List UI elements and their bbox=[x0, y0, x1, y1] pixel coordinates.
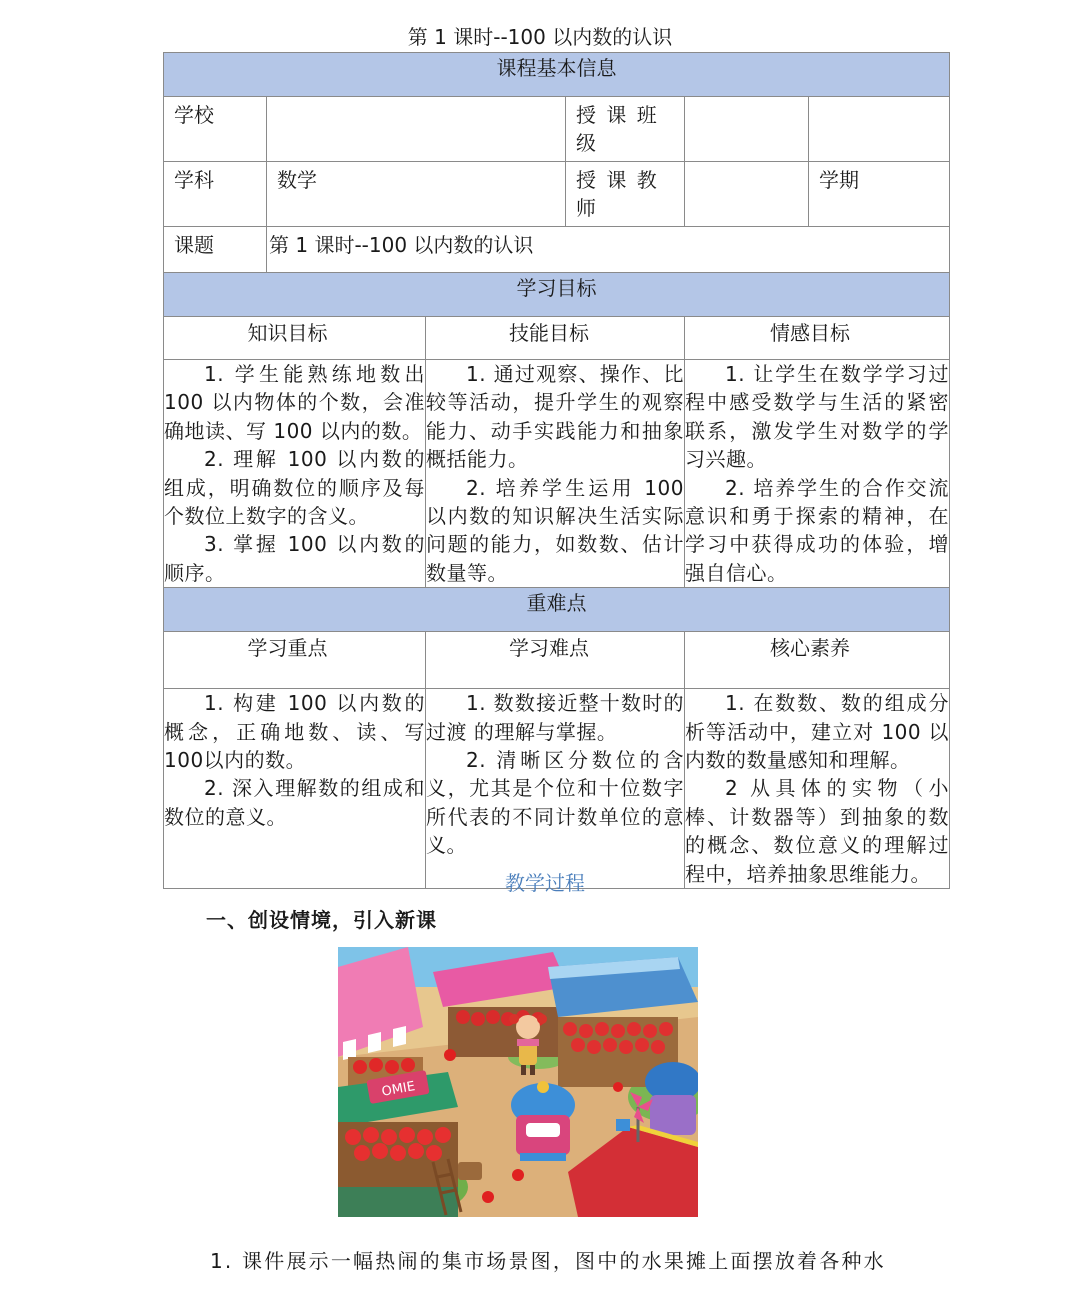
objectives-band: 学习目标 bbox=[164, 273, 950, 317]
skill-goal-header: 技能目标 bbox=[426, 317, 685, 360]
process-paragraph-1: 1. 课件展示一幅热闹的集市场景图，图中的水果摊上面摆放着各种水 bbox=[210, 1249, 886, 1273]
knowledge-goal-2: 2. 理解 100 以内数的组成，明确数位的顺序及每个数位上数字的含义。 bbox=[164, 447, 425, 529]
topic-row bbox=[164, 227, 950, 273]
skill-goal-cell bbox=[426, 360, 685, 588]
focus-cell bbox=[164, 689, 426, 889]
emotion-goal-1: 1. 让学生在数学学习过程中感受数学与生活的紧密联系，激发学生对数学的学习兴趣。 bbox=[685, 362, 949, 472]
literacy-1: 1. 在数数、数的组成分析等活动中，建立对 100 以内数的数量感知和理解。 bbox=[685, 691, 949, 773]
keypoints-band: 重难点 bbox=[164, 588, 950, 632]
focus-header: 学习重点 bbox=[164, 632, 426, 689]
subject-row bbox=[164, 162, 950, 227]
literacy-2: 2 从具体的实物（小棒、计数器等）到抽象的数的概念、数位意义的理解过程中，培养抽象思维能力。 bbox=[685, 776, 949, 886]
keypoints-band-row bbox=[164, 588, 950, 632]
teacher-label: 授 课 教 师 bbox=[566, 162, 685, 227]
basic-info-band: 课程基本信息 bbox=[164, 53, 950, 97]
objectives-body-row bbox=[164, 360, 950, 588]
knowledge-goal-1: 1. 学生能熟练地数出 100 以内物体的个数，会准确地读、写 100 以内的数。 bbox=[164, 362, 425, 443]
document-title: 第 1 课时--100 以内数的认识 bbox=[407, 25, 673, 49]
difficulty-2: 2. 清晰区分数位的含义，尤其是个位和十位数字所代表的不同计数单位的意义。 bbox=[426, 748, 684, 858]
topic-value: 第 1 课时--100 以内数的认识 bbox=[267, 227, 950, 273]
lesson-plan-table bbox=[163, 52, 950, 889]
school-value bbox=[267, 97, 566, 162]
subject-value: 数学 bbox=[267, 162, 566, 227]
teacher-value bbox=[685, 162, 809, 227]
skill-goal-2: 2. 培养学生运用 100 以内数的知识解决生活实际问题的能力，如数数、估计数量等。 bbox=[426, 475, 684, 585]
emotion-goal-cell bbox=[685, 360, 950, 588]
focus-1: 1. 构建 100 以内数的概念，正确地数、读、写 100以内的数。 bbox=[164, 691, 425, 773]
school-label: 学校 bbox=[164, 97, 267, 162]
class-value bbox=[685, 97, 809, 162]
difficulty-cell bbox=[426, 689, 685, 889]
class-extra bbox=[809, 97, 950, 162]
subject-label: 学科 bbox=[164, 162, 267, 227]
knowledge-goal-header: 知识目标 bbox=[164, 317, 426, 360]
section-heading-1: 一、创设情境，引入新课 bbox=[206, 908, 437, 932]
focus-2: 2. 深入理解数的组成和数位的意义。 bbox=[164, 776, 425, 829]
class-label: 授 课 班 级 bbox=[566, 97, 685, 162]
difficulty-1: 1. 数数接近整十数时的过渡 的理解与掌握。 bbox=[426, 691, 684, 744]
knowledge-goal-cell bbox=[164, 360, 426, 588]
keypoints-header-row bbox=[164, 632, 950, 689]
market-scene-illustration bbox=[338, 947, 698, 1217]
difficulty-header: 学习难点 bbox=[426, 632, 685, 689]
term-label: 学期 bbox=[809, 162, 950, 227]
emotion-goal-2: 2. 培养学生的合作交流意识和勇于探索的精神，在学习中获得成功的体验，增强自信心。 bbox=[685, 475, 949, 585]
market-sign-text: OMIE bbox=[380, 1079, 417, 1100]
skill-goal-1: 1. 通过观察、操作、比较等活动，提升学生的观察能力、动手实践能力和抽象概括能力。 bbox=[426, 362, 684, 472]
emotion-goal-header: 情感目标 bbox=[685, 317, 950, 360]
keypoints-body-row bbox=[164, 689, 950, 889]
literacy-header: 核心素养 bbox=[685, 632, 950, 689]
objectives-header-row bbox=[164, 317, 950, 360]
knowledge-goal-3: 3. 掌握 100 以内数的顺序。 bbox=[164, 532, 425, 585]
basic-info-band-row bbox=[164, 53, 950, 97]
objectives-band-row bbox=[164, 273, 950, 317]
school-row bbox=[164, 97, 950, 162]
teaching-process-title: 教学过程 bbox=[505, 871, 585, 895]
literacy-cell bbox=[685, 689, 950, 889]
topic-label: 课题 bbox=[164, 227, 267, 273]
